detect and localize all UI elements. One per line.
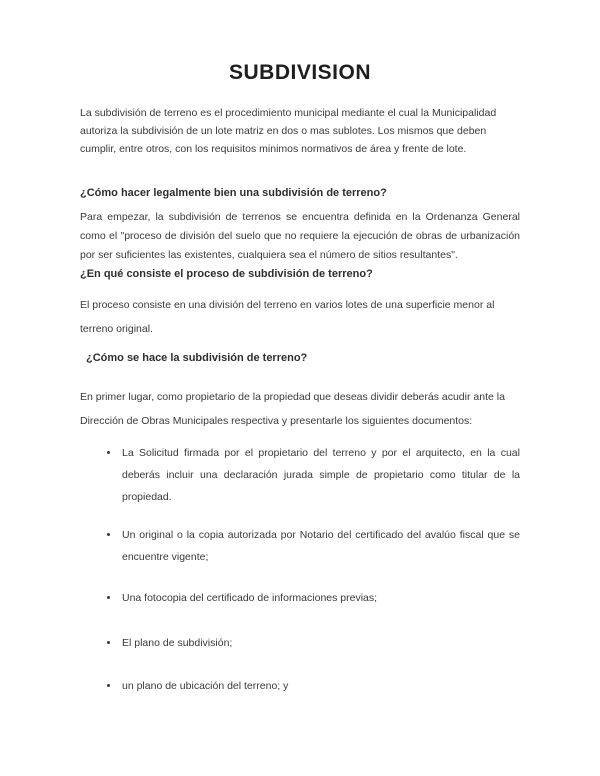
section-body-legal: Para empezar, la subdivisión de terrenos se encuentra definida en la Ordenanza General como el "proceso de división del suelo que no requiere la ejecución de obras de urbanización por ser suficientes las existentes, cualquiera sea el número de sitios resultantes". (80, 211, 520, 261)
section-body-howto: En primer lugar, como propietario de la propiedad que deseas dividir deberás acudir ante la Dirección de Obras Municipales respectiva y presentarle los siguientes documentos: (80, 391, 505, 427)
requirements-list (80, 442, 520, 697)
document-title: SUBDIVISION (228, 61, 372, 84)
intro-paragraph: La subdivisión de terreno es el procedimiento municipal mediante el cual la Municipalidad autoriza la subdivisión de un lote matriz en dos o mas sublotes. Los mismos que deben cumplir, entre otros, con los requisitos minimos normativos de área y frente de lote. (80, 107, 497, 155)
section-heading-process: ¿En qué consiste el proceso de subdivisión de terreno? (80, 268, 373, 280)
list-item-avaluo: • Un original o la copia autorizada por Notario del certificado del avalúo fiscal que se encuentre vigente; (120, 524, 520, 568)
list-item-plano-subdivision: • El plano de subdivisión; (120, 632, 520, 654)
section-heading-legal: ¿Cómo hacer legalmente bien una subdivisión de terreno? (80, 187, 387, 199)
section-body-process: El proceso consiste en una división del terreno en varios lotes de una superficie menor al terreno original. (80, 299, 495, 335)
section-heading-howto: ¿Cómo se hace la subdivisión de terreno? (86, 352, 308, 364)
list-item-solicitud: • La Solicitud firmada por el propietario del terreno y por el arquitecto, en la cual deberás incluir una declaración jurada simple de propietario como titular de la propiedad. (120, 442, 520, 508)
list-item-fotocopia: • Una fotocopia del certificado de informaciones previas; (120, 587, 520, 609)
list-item-plano-ubicacion: • un plano de ubicación del terreno; y (120, 675, 520, 697)
